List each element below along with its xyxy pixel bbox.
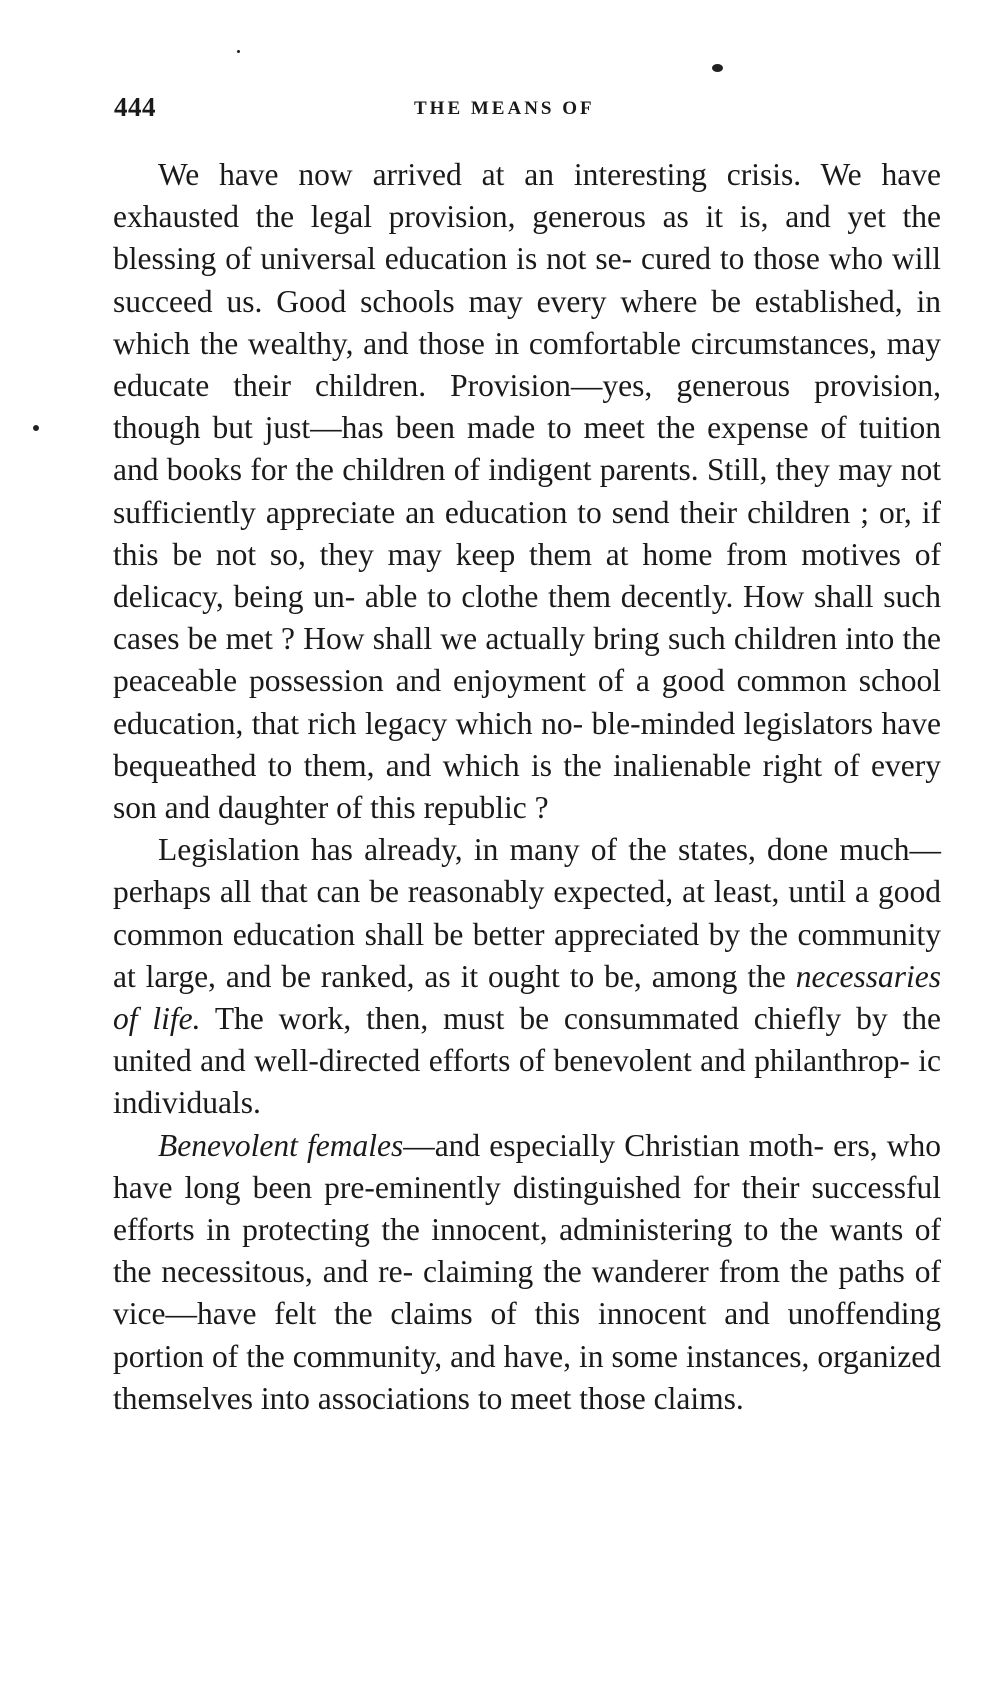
- paragraph: [113, 829, 941, 1124]
- italic-phrase: Benevolent females: [158, 1127, 404, 1163]
- page-number: 444: [114, 92, 156, 122]
- body-text: [113, 154, 941, 1420]
- paragraph-text: Legislation has already, in many of the states, done much—perhaps all that can be reasonably expected, at least, until a good common education shall be better appreciated by the community at large, and be ranked, as it ought to be, among the: [113, 832, 941, 994]
- paragraph: [113, 154, 941, 829]
- page-header: [114, 92, 938, 132]
- ink-speck: [237, 50, 240, 53]
- italic-phrase: necessaries of life.: [113, 958, 941, 1037]
- paragraph: [113, 1125, 941, 1420]
- ink-speck: [33, 425, 39, 431]
- paragraph-text: We have now arrived at an interesting crisis. We have exhausted the legal provision, generous as it is, and yet the blessing of universal education is not se- cured to those who will succeed us. Good schools may every where be established, in which the wealthy, and those in comfortable circumstances, may educate their children. Provision—yes, generous provision, though but just—has been made to meet the expense of tuition and books for the children of indigent parents. Still, they may not sufficiently appreciate an education to send their children ; or, if this be not so, they may keep them at home from motives of delicacy, being un- able to clothe them decently. How shall such cases be met ? How shall we actually bring such children into the peaceable possession and enjoyment of a good common school education, that rich legacy which no- ble-minded legislators have bequeathed to them, and which is the inalienable right of every son and daughter of this republic ?: [113, 157, 941, 826]
- ink-speck: [712, 64, 723, 72]
- paragraph-text: —and especially Christian moth- ers, who have long been pre-eminently distinguished for their successful efforts in protecting the innocent, administering to the wants of the necessitous, and re- claiming the wanderer from the paths of vice—have felt the claims of this innocent and unoffending portion of the community, and have, in some instances, organized themselves into associations to meet those claims.: [113, 1127, 941, 1416]
- paragraph-text: The work, then, must be consummated chiefly by the united and well-directed efforts of benevolent and philanthrop- ic individuals.: [113, 1001, 941, 1121]
- running-head: THE MEANS OF: [414, 98, 595, 119]
